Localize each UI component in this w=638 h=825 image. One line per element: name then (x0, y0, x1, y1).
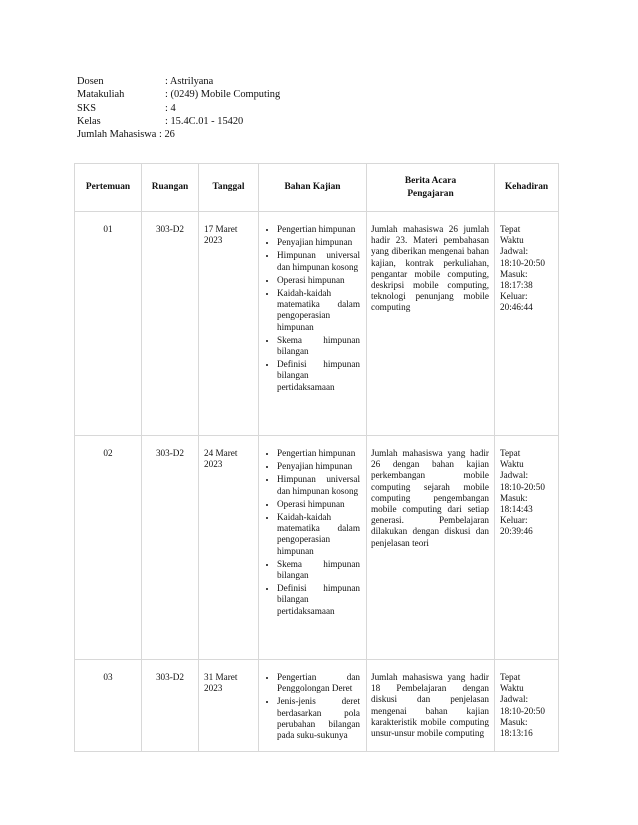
kehadiran-line: Masuk: (500, 268, 528, 279)
kehadiran-line: 18:14:43 (500, 504, 533, 515)
list-item: • Definisi himpunan bilangan pertidaksamaan (277, 359, 360, 393)
kehadiran-line: Jadwal: (500, 470, 529, 481)
kehadiran-line: Tepat (500, 224, 521, 234)
cell-berita-acara: Jumlah mahasiswa yang hadir 18 Pembelajaran dengan diskusi dan penjelasan mengenai bahan kajian karakteristik mobile computing unsur-unsur mobile computing (367, 660, 495, 752)
kehadiran-line: Keluar: (500, 515, 528, 526)
list-item: • Penyajian himpunan (277, 237, 360, 248)
list-item: • Skema himpunan bilangan (277, 335, 360, 357)
jumlah-mahasiswa: Jumlah Mahasiswa : 26 (77, 129, 175, 141)
kehadiran-line: Tepat (500, 448, 521, 458)
sks-value: : 4 (165, 102, 176, 114)
bahan-kajian-list (262, 448, 360, 617)
kehadiran-line: Tepat (500, 672, 521, 682)
cell-kehadiran (495, 212, 559, 436)
kehadiran-line: 18:17:38 (500, 280, 533, 291)
list-item: • Pengertian himpunan (277, 448, 360, 459)
table-row (75, 660, 559, 752)
cell-pertemuan: 01 (75, 212, 142, 436)
sks-label: SKS (77, 102, 97, 114)
cell-berita-acara: Jumlah mahasiswa yang hadir 26 dengan bahan kajian perkembangan mobile computing sejarah mobile computing pengembangan mobile computing dari setiap generasi. Pembelajaran dilakukan dengan diskusi dan penjelasan teori (367, 436, 495, 660)
kehadiran-line: Jadwal: (500, 246, 529, 257)
list-item: • Skema himpunan bilangan (277, 559, 360, 581)
cell-tanggal: 31 Maret 2023 (199, 660, 259, 752)
dosen-label: Dosen (77, 76, 104, 87)
cell-tanggal: 17 Maret 2023 (199, 212, 259, 436)
cell-kehadiran (495, 436, 559, 660)
kehadiran-line: Masuk: (500, 716, 528, 727)
kehadiran-line: Keluar: (500, 291, 528, 302)
col-bahan-kajian: Bahan Kajian (259, 164, 367, 212)
list-item: • Definisi himpunan bilangan pertidaksamaan (277, 583, 360, 617)
matakuliah-value: : (0249) Mobile Computing (165, 89, 281, 101)
list-item: • Himpunan universal dan himpunan kosong (277, 474, 360, 496)
col-pertemuan: Pertemuan (75, 164, 142, 212)
attendance-table (74, 163, 559, 752)
kehadiran-line: 18:10-20:50 (500, 257, 545, 268)
cell-pertemuan: 02 (75, 436, 142, 660)
cell-bahan-kajian (259, 436, 367, 660)
list-item: • Penyajian himpunan (277, 461, 360, 472)
kehadiran-line: 20:46:44 (500, 302, 533, 313)
kelas-label: Kelas (77, 115, 101, 127)
cell-ruangan: 303-D2 (142, 660, 199, 752)
table-row (75, 212, 559, 436)
list-item: • Operasi himpunan (277, 275, 360, 286)
list-item: • Pengertian himpunan (277, 224, 360, 235)
kehadiran-line: 18:10-20:50 (500, 705, 545, 716)
matakuliah-label: Matakuliah (77, 89, 125, 101)
cell-ruangan: 303-D2 (142, 436, 199, 660)
cell-bahan-kajian (259, 660, 367, 752)
kehadiran-line: Waktu (500, 459, 524, 470)
bahan-kajian-list (262, 672, 360, 741)
col-ruangan: Ruangan (142, 164, 199, 212)
kelas-value: : 15.4C.01 - 15420 (165, 115, 244, 127)
list-item: • Pengertian dan Penggolongan Deret (277, 672, 360, 694)
cell-kehadiran (495, 660, 559, 752)
cell-pertemuan: 03 (75, 660, 142, 752)
list-item: • Himpunan universal dan himpunan kosong (277, 250, 360, 272)
list-item: • Kaidah-kaidah matematika dalam pengoperasian himpunan (277, 288, 360, 333)
col-kehadiran: Kehadiran (495, 164, 559, 212)
table-row (75, 436, 559, 660)
cell-tanggal: 24 Maret 2023 (199, 436, 259, 660)
cell-berita-acara: Jumlah mahasiswa 26 jumlah hadir 23. Materi pembahasan yang diberikan mengenai bahan kajian, kontrak perkuliahan, pengantar mobile computing, deskripsi mobile computing, teknologi penunjang mobile computing (367, 212, 495, 436)
kehadiran-line: 18:10-20:50 (500, 481, 545, 492)
kehadiran-line: Jadwal: (500, 694, 529, 705)
kehadiran-line: Waktu (500, 235, 524, 246)
kehadiran-line: 18:13:16 (500, 728, 533, 739)
cell-ruangan: 303-D2 (142, 212, 199, 436)
col-tanggal: Tanggal (199, 164, 259, 212)
list-item: • Operasi himpunan (277, 499, 360, 510)
bahan-kajian-list (262, 224, 360, 393)
kehadiran-line: 20:39:46 (500, 526, 533, 537)
cell-bahan-kajian (259, 212, 367, 436)
table-header-row (75, 164, 559, 212)
kehadiran-line: Masuk: (500, 492, 528, 503)
list-item: • Kaidah-kaidah matematika dalam pengoperasian himpunan (277, 512, 360, 557)
course-info-header (77, 75, 280, 141)
list-item: • Jenis-jenis deret berdasarkan pola perubahan bilangan pada suku-sukunya (277, 696, 360, 741)
kehadiran-line: Waktu (500, 683, 524, 694)
dosen-value: : Astrilyana (165, 76, 214, 87)
col-berita-acara: Berita Acara Pengajaran (367, 164, 495, 212)
